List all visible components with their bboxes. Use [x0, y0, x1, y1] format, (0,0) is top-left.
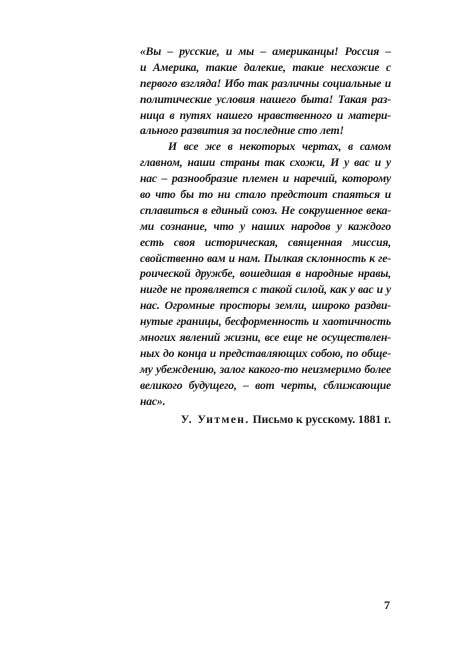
quote-line: многих явлений жизни, все еще не осуществлен- — [140, 331, 391, 345]
quote-line: сплавиться в единый союз. Не сокрушенное века- — [140, 203, 391, 217]
quote-line: «Вы – русские, и мы – американцы! Россия – — [140, 45, 391, 58]
quote-line: нас – разнообразие племен и наречий, которому — [140, 172, 391, 186]
quote-line: ница в путях нашего нравственного и матери- — [140, 108, 391, 122]
page-number: 7 — [384, 598, 390, 612]
quote-line: му убеждению, залог какого-то неизмеримо более — [140, 362, 391, 376]
quote-line: ных до конца и представляющих собою, по обще- — [140, 346, 391, 360]
quote-line: политические условия нашего быта! Такая раз- — [140, 92, 391, 106]
quote-line: нас». — [140, 394, 166, 408]
quote-line: великого будущего, – вот черты, сближающие — [140, 378, 391, 392]
quote-line: И все же в некоторых чертах, в самом — [168, 140, 391, 154]
epigraph — [140, 44, 391, 427]
quote-line: ального развития за последние сто лет! — [140, 124, 344, 138]
epigraph-quote — [140, 44, 391, 409]
attribution-source: Письмо к русскому. 1881 г. — [252, 413, 391, 427]
quote-line: главном, наши страны так схожи, И у вас и у — [140, 156, 391, 170]
quote-line: во что бы то ни стало предстоит спаяться и — [140, 188, 391, 202]
quote-line: роической дружбе, вошедшая в народные нравы, — [140, 267, 391, 281]
quote-line: свойственно вам и нам. Пылкая склонность к ге- — [140, 251, 391, 265]
quote-line: и Америка, такие далекие, такие несхожие с — [140, 60, 391, 74]
epigraph-attribution — [140, 412, 391, 427]
quote-line: есть своя историческая, священная миссия, — [140, 235, 391, 249]
quote-line: нигде не проявляется с такой силой, как у вас и у — [140, 283, 391, 297]
quote-line: первого взгляда! Ибо так различны социальные и — [140, 76, 391, 90]
attribution-author: У. Уитмен. — [180, 413, 250, 427]
quote-line: ми сознание, что у наших народов у каждого — [140, 219, 391, 233]
quote-line: нутые границы, бесформенность и хаотичность — [140, 315, 391, 329]
quote-line: нас. Огромные просторы земли, широко раздви- — [140, 299, 391, 313]
